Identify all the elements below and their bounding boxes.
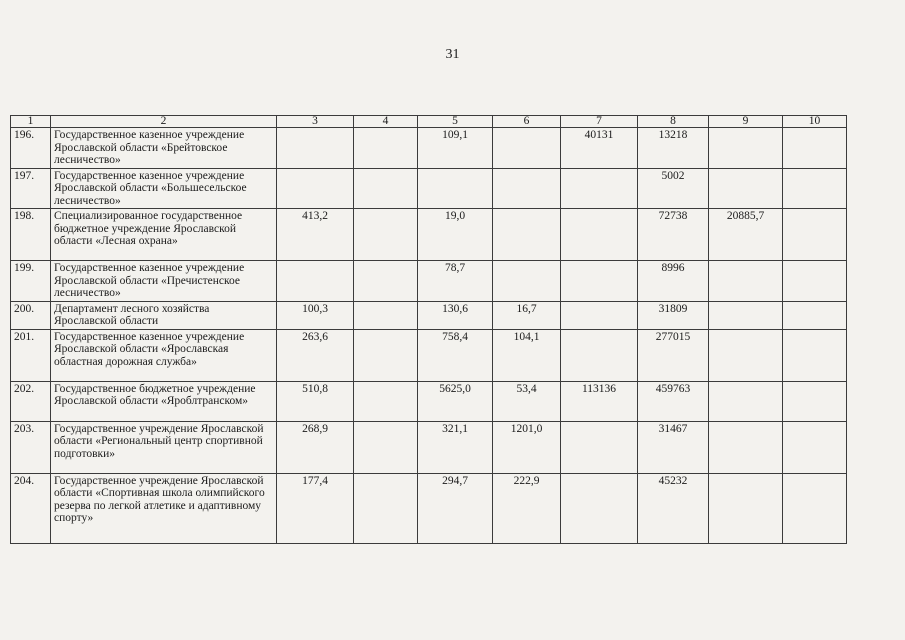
col7-value: 40131: [561, 128, 638, 169]
col5-value: [418, 168, 493, 209]
data-table: [10, 115, 847, 544]
column-header: 10: [783, 116, 847, 128]
col6-value: 222,9: [493, 473, 561, 543]
col8-value: 459763: [638, 381, 709, 421]
col10-value: [783, 209, 847, 261]
col6-value: [493, 168, 561, 209]
col5-value: 19,0: [418, 209, 493, 261]
col6-value: 53,4: [493, 381, 561, 421]
col5-value: 758,4: [418, 329, 493, 381]
organization-name: Специализированное государственное бюджетное учреждение Ярославской области «Лесная охрана»: [51, 209, 277, 261]
col9-value: [709, 473, 783, 543]
col3-value: [277, 128, 354, 169]
row-number: 196.: [11, 128, 51, 169]
row-number: 197.: [11, 168, 51, 209]
organization-name: Государственное казенное учреждение Ярославской области «Ярославская областная дорожная служба»: [51, 329, 277, 381]
organization-name: Государственное казенное учреждение Ярославской области «Пречистенское лесничество»: [51, 261, 277, 302]
table-row: [11, 261, 847, 302]
table-row: [11, 329, 847, 381]
column-header: 5: [418, 116, 493, 128]
col5-value: 109,1: [418, 128, 493, 169]
column-header: 1: [11, 116, 51, 128]
col3-value: 510,8: [277, 381, 354, 421]
col8-value: 277015: [638, 329, 709, 381]
col4-value: [354, 128, 418, 169]
organization-name: Государственное казенное учреждение Ярославской области «Большесельское лесничество»: [51, 168, 277, 209]
col3-value: 413,2: [277, 209, 354, 261]
col3-value: 268,9: [277, 421, 354, 473]
col10-value: [783, 168, 847, 209]
column-header: 6: [493, 116, 561, 128]
col8-value: 31809: [638, 301, 709, 329]
table-body: [11, 116, 847, 544]
table-row: [11, 421, 847, 473]
column-header: 2: [51, 116, 277, 128]
col4-value: [354, 301, 418, 329]
col8-value: 31467: [638, 421, 709, 473]
col3-value: [277, 261, 354, 302]
col5-value: 321,1: [418, 421, 493, 473]
column-header: 7: [561, 116, 638, 128]
col4-value: [354, 209, 418, 261]
organization-name: Государственное учреждение Ярославской области «Региональный центр спортивной подготовки»: [51, 421, 277, 473]
col3-value: 100,3: [277, 301, 354, 329]
col10-value: [783, 421, 847, 473]
column-header: 9: [709, 116, 783, 128]
table-row: [11, 473, 847, 543]
table-row: [11, 381, 847, 421]
col7-value: [561, 329, 638, 381]
row-number: 204.: [11, 473, 51, 543]
row-number: 198.: [11, 209, 51, 261]
col5-value: 130,6: [418, 301, 493, 329]
col8-value: 8996: [638, 261, 709, 302]
row-number: 200.: [11, 301, 51, 329]
col8-value: 45232: [638, 473, 709, 543]
col7-value: [561, 261, 638, 302]
col3-value: [277, 168, 354, 209]
col9-value: [709, 261, 783, 302]
col6-value: [493, 209, 561, 261]
col4-value: [354, 261, 418, 302]
col5-value: 5625,0: [418, 381, 493, 421]
table-row: [11, 209, 847, 261]
col9-value: [709, 381, 783, 421]
col3-value: 177,4: [277, 473, 354, 543]
col4-value: [354, 473, 418, 543]
page-number: 31: [445, 47, 460, 62]
organization-name: Государственное казенное учреждение Ярославской области «Брейтовское лесничество»: [51, 128, 277, 169]
col10-value: [783, 301, 847, 329]
col9-value: [709, 168, 783, 209]
col9-value: [709, 329, 783, 381]
col9-value: [709, 128, 783, 169]
col6-value: 16,7: [493, 301, 561, 329]
row-number: 203.: [11, 421, 51, 473]
col3-value: 263,6: [277, 329, 354, 381]
col6-value: [493, 128, 561, 169]
row-number: 199.: [11, 261, 51, 302]
organization-name: Государственное бюджетное учреждение Ярославской области «Яроблтранском»: [51, 381, 277, 421]
col4-value: [354, 381, 418, 421]
col8-value: 13218: [638, 128, 709, 169]
table-row: [11, 301, 847, 329]
column-header: 3: [277, 116, 354, 128]
col6-value: [493, 261, 561, 302]
column-header: 8: [638, 116, 709, 128]
col10-value: [783, 261, 847, 302]
col9-value: [709, 421, 783, 473]
col6-value: 1201,0: [493, 421, 561, 473]
col7-value: [561, 421, 638, 473]
organization-name: Государственное учреждение Ярославской области «Спортивная школа олимпийского резерва по легкой атлетике и адаптивному спорту»: [51, 473, 277, 543]
col4-value: [354, 421, 418, 473]
col7-value: [561, 301, 638, 329]
col4-value: [354, 329, 418, 381]
col7-value: [561, 473, 638, 543]
col5-value: 294,7: [418, 473, 493, 543]
column-header: 4: [354, 116, 418, 128]
col9-value: [709, 301, 783, 329]
row-number: 201.: [11, 329, 51, 381]
col8-value: 72738: [638, 209, 709, 261]
organization-name: Департамент лесного хозяйства Ярославской области: [51, 301, 277, 329]
col9-value: 20885,7: [709, 209, 783, 261]
table-row: [11, 168, 847, 209]
col6-value: 104,1: [493, 329, 561, 381]
col7-value: [561, 168, 638, 209]
col10-value: [783, 329, 847, 381]
col4-value: [354, 168, 418, 209]
col5-value: 78,7: [418, 261, 493, 302]
col7-value: [561, 209, 638, 261]
col10-value: [783, 128, 847, 169]
table-row: [11, 128, 847, 169]
column-number-row: [11, 116, 847, 128]
col10-value: [783, 473, 847, 543]
col10-value: [783, 381, 847, 421]
row-number: 202.: [11, 381, 51, 421]
col7-value: 113136: [561, 381, 638, 421]
col8-value: 5002: [638, 168, 709, 209]
